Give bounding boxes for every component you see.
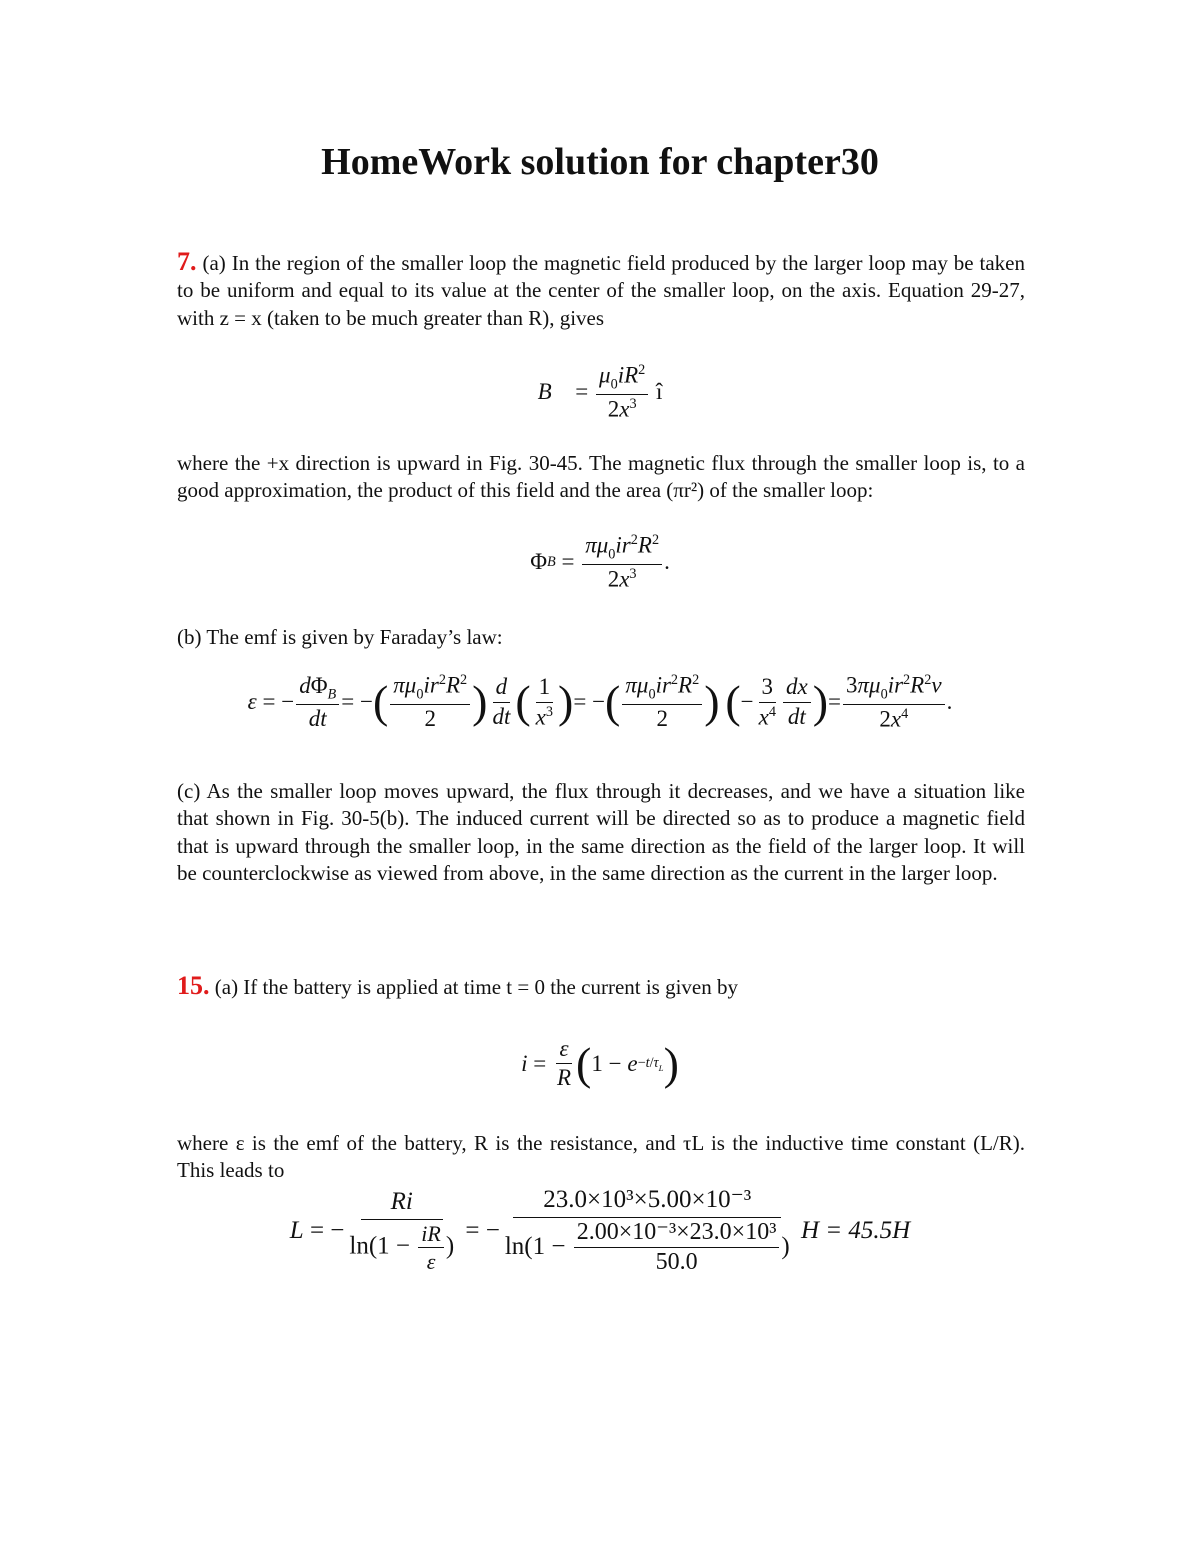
problem-7-part-a-text: (a) In the region of the smaller loop the magnetic field produced by the larger loop may be taken to be uniform and equal to its value at the center of the smaller loop, on the axis. Equation 29-27, with z = x (taken to be much greater than R), gives bbox=[177, 251, 1026, 330]
problem-15-part-a-text: (a) If the battery is applied at time t = 0 the current is given by bbox=[214, 975, 739, 999]
equation-inductance: L = − Ri ln(1 − $\frac{iR}{\varepsilon}$ ) = − 23.0×10³×5.00×10⁻³ ln(1 − $\frac{\text{2.00×10⁻³×23.0×10³}}{50.0}$ ) H = 45.5H bbox=[289, 1186, 911, 1276]
problem-7-part-b: (b) The emf is given by Faraday’s law: bbox=[177, 625, 503, 649]
problem-7-flux-text: where the +x direction is upward in Fig. 30-45. The magnetic flux through the smaller loop is, to a good approximation, the product of this field and the area (πr²) of the smaller loop: bbox=[177, 451, 1025, 503]
problem-number: 7. bbox=[177, 247, 197, 276]
equation-l-inner-denominator: 50.0 bbox=[655, 1249, 698, 1276]
equation-l-numerator: 23.0×10³×5.00×10⁻³ bbox=[513, 1186, 781, 1218]
problem-7-part-c: (c) As the smaller loop moves upward, the flux through it decreases, and we have a situation like that shown in Fig. 30-5(b). The induced current will be directed so as to produce a magnetic field that is upward through the smaller loop, in the same direction as the field of the larger loop. It will be counterclockwise as viewed from above, in the same direction as the current in the larger loop. bbox=[177, 779, 1025, 885]
equation-flux: Φ B = $\frac{\pi\mu_0ir^2R^2}{2x^3}$ . bbox=[530, 532, 670, 592]
problem-15-text: where ε is the emf of the battery, R is the resistance, and τL is the inductive time constant (L/R). This leads to bbox=[177, 1131, 1025, 1183]
equation-l-result: H = 45.5H bbox=[800, 1217, 911, 1245]
equation-current: i = $\frac{\varepsilon}{R}$ ( 1 − e $-t/\tau_L$ ) bbox=[521, 1036, 679, 1091]
page-title: HomeWork solution for chapter30 bbox=[321, 141, 879, 183]
equation-l-inner-numerator: 2.00×10⁻³×23.0×10³ bbox=[574, 1219, 780, 1249]
problem-7-part-a bbox=[177, 248, 1025, 332]
equation-emf: ε = − $\frac{d\Phi_B}{dt}$ = − ( $\frac{\pi\mu_0ir^2R^2}{2}$ ) $\frac{d}{dt}$ ( $\frac{1}{x^3}$ ) = − ( $\frac{\pi\mu_0ir^2R^2}{2}$ ) ( − $\frac{3}{x^4}$ $\frac{dx}{dt}$ ) = $\frac{3\pi\mu_0ir^2R^2v}{2x^4}$ . bbox=[247, 672, 953, 732]
problem-15-part-a bbox=[177, 972, 1025, 1001]
equation-b-field: B⃗ = $\frac{\mu_0iR^2}{2x^3}$ î bbox=[537, 362, 663, 422]
problem-number: 15. bbox=[177, 971, 210, 1000]
